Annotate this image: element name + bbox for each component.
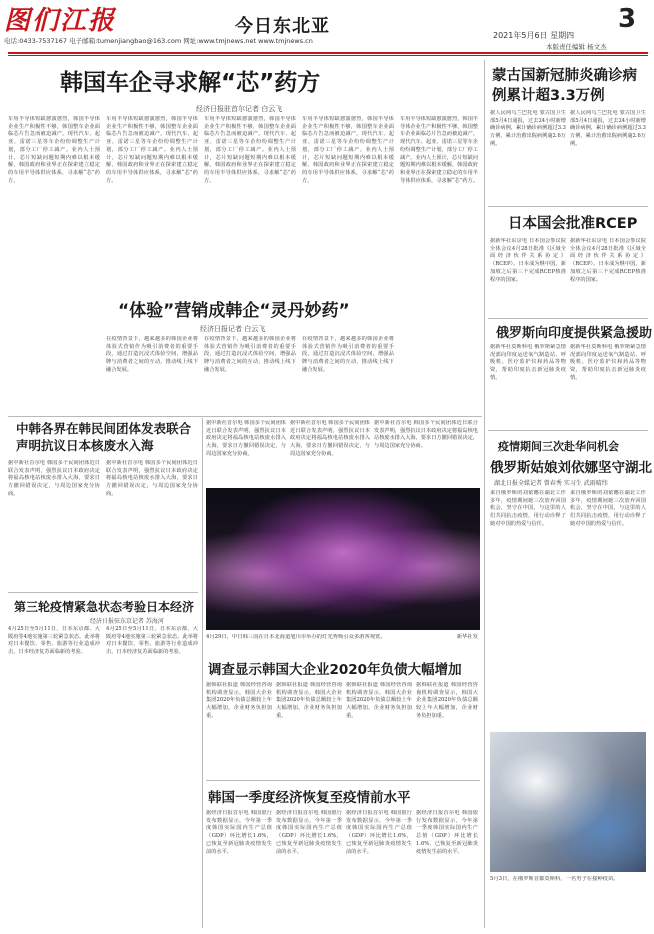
contact-info: 电话:0433-7537167 电子邮箱:tumenjiangbao@163.com 网址:www.tmjnews.net www.tmjnews.cn [4, 37, 313, 45]
headline-korea-survey: 调查显示韩国大企业2020年负债大幅增加 [208, 662, 462, 678]
photo-light-show [206, 488, 480, 630]
byline-japan-covid: 经济日报驻东京记者 苏海河 [90, 618, 164, 625]
rcep-col-1: 据新华社东京电 日本国会参议院全体会议4月28日批准《区域全面经济伙伴关系协定》（RCEP）。日本成为继中国、新加坡之后第三个完成RCEP核准程序的国家。 [490, 238, 566, 283]
caption-vaccination: 5月3日，在俄罗斯首都莫斯科，一名男子在接种疫苗。 [490, 876, 619, 882]
headline-experience-marketing: “体验”营销成韩企“灵丹妙药” [118, 301, 350, 321]
divider-russia-india [488, 430, 648, 431]
masthead-rule [8, 52, 648, 54]
photo-vaccination [490, 732, 646, 872]
page-number: 3 [618, 4, 637, 34]
korea-economy-col-1: 据经济日报首尔电 韩国银行发布数据显示，今年第一季度韩国实际国内生产总值（GDP）环比增长1.6%，已恢复至新冠肺炎疫情发生前的水平。 [206, 810, 272, 855]
experience-col-3: 在疫情背景下，越来越多的韩国企业将体验式营销作为吸引消费者的重要手段，通过打造沉浸式体验空间，增强品牌与消费者之间的互动，推动线上线下融合发展。 [302, 336, 394, 373]
divider-fukushima [8, 592, 198, 593]
divider-mongolia [488, 206, 648, 207]
headline-fukushima: 中韩各界在韩民间团体发表联合声明抗议日本核废水入海 [16, 421, 192, 453]
headline-mongolia: 蒙古国新冠肺炎确诊病例累计超3.3万例 [492, 68, 637, 104]
rcep-col-2: 据新华社东京电 日本国会参议院全体会议4月28日批准《区域全面经济伙伴关系协定》（RCEP）。日本成为继中国、新加坡之后第三个完成RCEP核准程序的国家。 [570, 238, 646, 283]
russia-girl-col-2: 来自俄罗斯的刘依娜在湖北工作多年，疫情期间她三次放弃回国机会，坚守在中国，与这里的人们共同抗击疫情，用行动诠释了她对中国的热爱与信任。 [570, 490, 646, 527]
page-editor: 本版责任编辑 杨文杰 [546, 43, 607, 51]
korea-economy-col-4: 据经济日报首尔电 韩国银行发布数据显示，今年第一季度韩国实际国内生产总值（GDP）环比增长1.6%，已恢复至新冠肺炎疫情发生前的水平。 [416, 810, 478, 855]
fukushima-col-5: 据中新社首尔电 韩国多个民间团体近日联合发表声明，强烈抗议日本政府决定将福岛核电站核废水排入大海，要求日方撤回错误决定，与周边国家充分协商。 [374, 420, 478, 450]
byline-russia-girl: 湖北日报全媒记者 曾春秀 实习生 武雨晴纬 [494, 480, 608, 487]
mongolia-col-1: 据人民网乌兰巴托电 蒙古国卫生部5月4日通报，过去24小时新增确诊病例，累计确诊病例超过3.3万例，累计治愈出院病例逾2.6万例。 [490, 110, 566, 147]
newspaper-logo: 图们江报 [4, 6, 117, 36]
issue-date: 2021年5月6日 星期四 [493, 31, 575, 40]
korea-chips-col-5: 车用半导体短缺愈演愈烈，韩国半导体企业生产积极性不够，韩国整车企业面临芯片告急而被迫减产。现代汽车、起亚、雷诺三星等车企纷纷调整生产计划，部分工厂停工减产。业内人士预计，芯片短缺问题短期内难以根本缓解，韩国政府和业界正在探索建立稳定的车用半导体供应体系，寻求解“芯”药方。 [400, 116, 478, 184]
headline-russia-india: 俄罗斯向印度提供紧急援助 [496, 326, 653, 341]
korea-economy-col-3: 据经济日报首尔电 韩国银行发布数据显示，今年第一季度韩国实际国内生产总值（GDP）环比增长1.6%，已恢复至新冠肺炎疫情发生前的水平。 [346, 810, 412, 855]
headline-korea-economy: 韩国一季度经济恢复至疫情前水平 [208, 790, 411, 806]
section-divider [8, 416, 482, 417]
headline-korea-chips: 韩国车企寻求解“芯”药方 [60, 70, 321, 96]
fukushima-col-4: 据中新社首尔电 韩国多个民间团体近日联合发表声明，强烈抗议日本政府决定将福岛核电站核废水排入大海，要求日方撤回错误决定，与周边国家充分协商。 [290, 420, 370, 457]
experience-col-2: 在疫情背景下，越来越多的韩国企业将体验式营销作为吸引消费者的重要手段，通过打造沉浸式体验空间，增强品牌与消费者之间的互动，推动线上线下融合发展。 [204, 336, 296, 373]
byline-experience-marketing: 经济日报记者 白云飞 [200, 325, 266, 333]
headline-russia-girl: 俄罗斯姑娘刘依娜坚守湖北 [490, 460, 652, 476]
kicker-russia-girl: 疫情期间三次赴华问机会 [498, 440, 619, 453]
korea-survey-col-3: 据韩联社报道 韩国经营咨询机构调查显示，韩国大企业集团2020年负债总额较上年大幅增加，企业财务负担加重。 [346, 682, 412, 719]
column-divider-left [202, 418, 203, 928]
korea-chips-col-2: 车用半导体短缺愈演愈烈，韩国半导体企业生产积极性不够，韩国整车企业面临芯片告急而被迫减产。现代汽车、起亚、雷诺三星等车企纷纷调整生产计划，部分工厂停工减产。业内人士预计，芯片短缺问题短期内难以根本缓解，韩国政府和业界正在探索建立稳定的车用半导体供应体系，寻求解“芯”药方。 [106, 116, 198, 184]
mongolia-col-2: 据人民网乌兰巴托电 蒙古国卫生部5月4日通报，过去24小时新增确诊病例，累计确诊病例超过3.3万例，累计治愈出院病例逾2.6万例。 [570, 110, 646, 147]
experience-col-1: 在疫情背景下，越来越多的韩国企业将体验式营销作为吸引消费者的重要手段，通过打造沉浸式体验空间，增强品牌与消费者之间的互动，推动线上线下融合发展。 [106, 336, 198, 373]
fukushima-col-1: 据中新社首尔电 韩国多个民间团体近日联合发表声明，强烈抗议日本政府决定将福岛核电站核废水排入大海，要求日方撤回错误决定，与周边国家充分协商。 [8, 460, 100, 497]
korea-chips-col-4: 车用半导体短缺愈演愈烈，韩国半导体企业生产积极性不够，韩国整车企业面临芯片告急而被迫减产。现代汽车、起亚、雷诺三星等车企纷纷调整生产计划，部分工厂停工减产。业内人士预计，芯片短缺问题短期内难以根本缓解，韩国政府和业界正在探索建立稳定的车用半导体供应体系，寻求解“芯”药方。 [302, 116, 394, 184]
russia-india-col-2: 据新华社莫斯科电 俄罗斯紧急情况部向印度运送氧气制造站、呼吸机、医疗监护仪和药品等物资，帮助印度抗击新冠肺炎疫情。 [570, 344, 646, 381]
headline-japan-covid: 第三轮疫情紧急状态考验日本经济 [14, 600, 195, 614]
headline-rcep: 日本国会批准RCEP [508, 216, 638, 232]
russia-india-col-1: 据新华社莫斯科电 俄罗斯紧急情况部向印度运送氧气制造站、呼吸机、医疗监护仪和药品等物资，帮助印度抗击新冠肺炎疫情。 [490, 344, 566, 381]
korea-economy-col-2: 据经济日报首尔电 韩国银行发布数据显示，今年第一季度韩国实际国内生产总值（GDP）环比增长1.6%，已恢复至新冠肺炎疫情发生前的水平。 [276, 810, 342, 855]
credit-light-show: 新华社发 [456, 634, 478, 640]
section-title: 今日东北亚 [235, 16, 330, 37]
masthead-rule-thin [8, 55, 648, 56]
korea-survey-col-1: 据韩联社报道 韩国经营咨询机构调查显示，韩国大企业集团2020年负债总额较上年大幅增加，企业财务负担加重。 [206, 682, 272, 719]
fukushima-col-3: 据中新社首尔电 韩国多个民间团体近日联合发表声明，强烈抗议日本政府决定将福岛核电站核废水排入大海，要求日方撤回错误决定，与周边国家充分协商。 [206, 420, 286, 457]
japan-covid-col-2: 4月25日至5月11日，日本东京都、大阪府等4地实施第三轮紧急状态。此举将对日本餐饮、零售、旅游等行业造成冲击，日本经济复苏面临新的考验。 [106, 626, 198, 656]
fukushima-col-2: 据中新社首尔电 韩国多个民间团体近日联合发表声明，强烈抗议日本政府决定将福岛核电站核废水排入大海，要求日方撤回错误决定，与周边国家充分协商。 [106, 460, 198, 497]
korea-chips-col-3: 车用半导体短缺愈演愈烈，韩国半导体企业生产积极性不够，韩国整车企业面临芯片告急而被迫减产。现代汽车、起亚、雷诺三星等车企纷纷调整生产计划，部分工厂停工减产。业内人士预计，芯片短缺问题短期内难以根本缓解，韩国政府和业界正在探索建立稳定的车用半导体供应体系，寻求解“芯”药方。 [204, 116, 296, 184]
russia-girl-col-1: 来自俄罗斯的刘依娜在湖北工作多年，疫情期间她三次放弃回国机会，坚守在中国，与这里的人们共同抗击疫情，用行动诠释了她对中国的热爱与信任。 [490, 490, 566, 527]
japan-covid-col-1: 4月25日至5月11日，日本东京都、大阪府等4地实施第三轮紧急状态。此举将对日本餐饮、零售、旅游等行业造成冲击，日本经济复苏面临新的考验。 [8, 626, 100, 656]
byline-korea-chips: 经济日报驻首尔记者 白云飞 [196, 105, 283, 113]
column-divider-right [484, 60, 485, 928]
korea-survey-col-2: 据韩联社报道 韩国经营咨询机构调查显示，韩国大企业集团2020年负债总额较上年大幅增加，企业财务负担加重。 [276, 682, 342, 719]
korea-survey-col-4: 据韩联社报道 韩国经营咨询机构调查显示，韩国大企业集团2020年负债总额较上年大幅增加，企业财务负担加重。 [416, 682, 478, 719]
caption-light-show: 4月29日，中日韩三国在日本北海道旭川市举办的灯光秀吸引众多游客观赏。 [206, 634, 386, 640]
divider-rcep [488, 318, 648, 319]
korea-chips-col-1: 车用半导体短缺愈演愈烈，韩国半导体企业生产积极性不够，韩国整车企业面临芯片告急而被迫减产。现代汽车、起亚、雷诺三星等车企纷纷调整生产计划，部分工厂停工减产。业内人士预计，芯片短缺问题短期内难以根本缓解，韩国政府和业界正在探索建立稳定的车用半导体供应体系，寻求解“芯”药方。 [8, 116, 100, 184]
divider-korea-survey [206, 780, 480, 781]
